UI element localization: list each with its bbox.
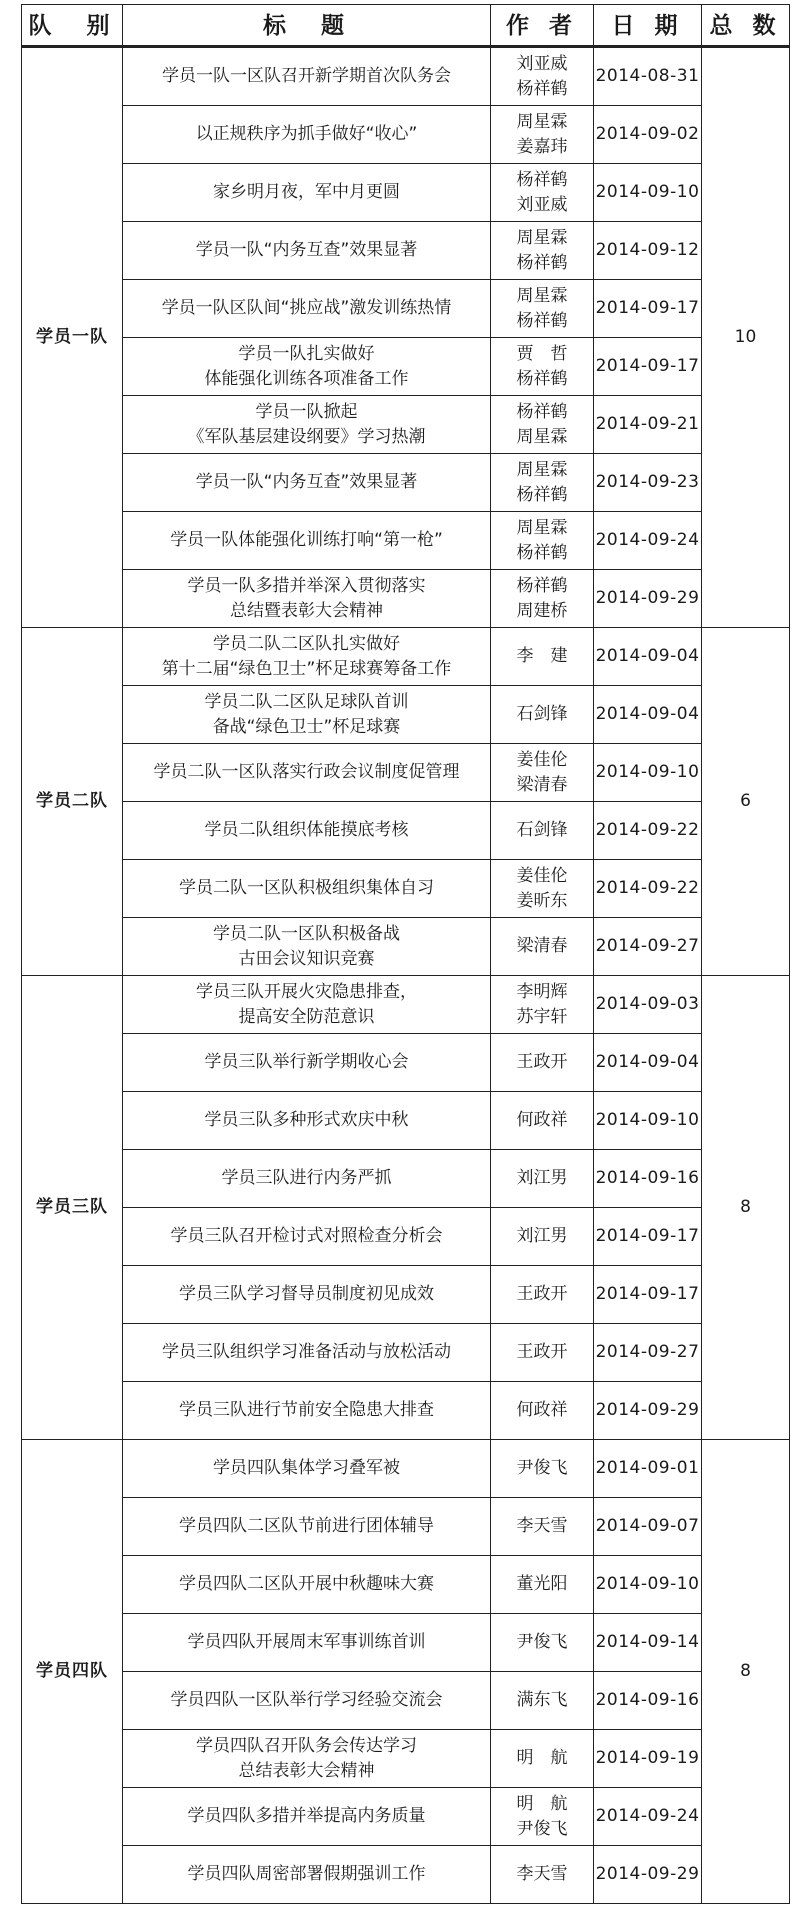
article-title-cell: 学员三队开展火灾隐患排查， 提高安全防范意识 (123, 976, 491, 1034)
team-total-cell: 10 (702, 47, 790, 628)
date-cell: 2014-09-14 (594, 1614, 702, 1672)
table-row (22, 744, 790, 802)
table-row (22, 976, 790, 1034)
date-cell: 2014-09-10 (594, 744, 702, 802)
article-title-cell: 学员三队进行内务严抓 (123, 1150, 491, 1208)
date-cell: 2014-09-22 (594, 802, 702, 860)
date-cell: 2014-09-01 (594, 1440, 702, 1498)
author-cell: 周星霖 杨祥鹤 (491, 454, 594, 512)
table-row (22, 1556, 790, 1614)
article-title-cell: 学员四队一区队举行学习经验交流会 (123, 1672, 491, 1730)
header-title: 标 题 (123, 5, 491, 47)
table-row (22, 222, 790, 280)
article-title-cell: 学员一队体能强化训练打响“第一枪” (123, 512, 491, 570)
article-title-cell: 学员一队扎实做好 体能强化训练各项准备工作 (123, 338, 491, 396)
author-cell: 明 航 (491, 1730, 594, 1788)
date-cell: 2014-09-03 (594, 976, 702, 1034)
article-title-cell: 学员四队二区队节前进行团体辅导 (123, 1498, 491, 1556)
article-title-cell: 学员四队多措并举提高内务质量 (123, 1788, 491, 1846)
table-row (22, 1266, 790, 1324)
article-title-cell: 家乡明月夜，军中月更圆 (123, 164, 491, 222)
author-cell: 杨祥鹤 周星霖 (491, 396, 594, 454)
table-row (22, 512, 790, 570)
date-cell: 2014-09-29 (594, 570, 702, 628)
author-cell: 明 航 尹俊飞 (491, 1788, 594, 1846)
author-cell: 刘江男 (491, 1150, 594, 1208)
author-cell: 刘江男 (491, 1208, 594, 1266)
author-cell: 董光阳 (491, 1556, 594, 1614)
table-row (22, 802, 790, 860)
date-cell: 2014-09-29 (594, 1382, 702, 1440)
date-cell: 2014-09-07 (594, 1498, 702, 1556)
author-cell: 刘亚威 杨祥鹤 (491, 47, 594, 106)
author-cell: 满东飞 (491, 1672, 594, 1730)
article-title-cell: 学员三队召开检讨式对照检查分析会 (123, 1208, 491, 1266)
table-row (22, 338, 790, 396)
table-row (22, 1324, 790, 1382)
date-cell: 2014-09-24 (594, 512, 702, 570)
article-title-cell: 学员四队周密部署假期强训工作 (123, 1846, 491, 1904)
table-row (22, 1672, 790, 1730)
date-cell: 2014-09-21 (594, 396, 702, 454)
article-title-cell: 学员一队区队间“挑应战”激发训练热情 (123, 280, 491, 338)
table-row (22, 918, 790, 976)
author-cell: 石剑锋 (491, 802, 594, 860)
article-title-cell: 学员一队“内务互查”效果显著 (123, 222, 491, 280)
author-cell: 梁清春 (491, 918, 594, 976)
date-cell: 2014-09-10 (594, 1092, 702, 1150)
article-title-cell: 学员二队二区队足球队首训 备战“绿色卫士”杯足球赛 (123, 686, 491, 744)
table-row (22, 1498, 790, 1556)
table-row (22, 164, 790, 222)
table-row (22, 1382, 790, 1440)
article-title-cell: 学员三队进行节前安全隐患大排查 (123, 1382, 491, 1440)
author-cell: 李 建 (491, 628, 594, 686)
date-cell: 2014-09-12 (594, 222, 702, 280)
date-cell: 2014-09-22 (594, 860, 702, 918)
author-cell: 尹俊飞 (491, 1614, 594, 1672)
header-team: 队 别 (22, 5, 123, 47)
article-title-cell: 学员四队二区队开展中秋趣味大赛 (123, 1556, 491, 1614)
date-cell: 2014-09-29 (594, 1846, 702, 1904)
article-title-cell: 学员二队组织体能摸底考核 (123, 802, 491, 860)
author-cell: 石剑锋 (491, 686, 594, 744)
author-cell: 尹俊飞 (491, 1440, 594, 1498)
article-title-cell: 学员二队一区队积极备战 古田会议知识竞赛 (123, 918, 491, 976)
date-cell: 2014-09-16 (594, 1672, 702, 1730)
header-date: 日 期 (594, 5, 702, 47)
date-cell: 2014-09-17 (594, 1266, 702, 1324)
table-row (22, 570, 790, 628)
article-title-cell: 学员一队多措并举深入贯彻落实 总结暨表彰大会精神 (123, 570, 491, 628)
author-cell: 李天雪 (491, 1846, 594, 1904)
header-row (22, 5, 790, 47)
date-cell: 2014-09-19 (594, 1730, 702, 1788)
header-author: 作 者 (491, 5, 594, 47)
article-title-cell: 学员二队一区队落实行政会议制度促管理 (123, 744, 491, 802)
author-cell: 王政开 (491, 1266, 594, 1324)
table-row (22, 396, 790, 454)
table-row (22, 454, 790, 512)
date-cell: 2014-09-27 (594, 918, 702, 976)
table-row (22, 1440, 790, 1498)
table-row (22, 628, 790, 686)
article-title-cell: 学员三队举行新学期收心会 (123, 1034, 491, 1092)
author-cell: 姜佳伦 姜昕东 (491, 860, 594, 918)
date-cell: 2014-09-24 (594, 1788, 702, 1846)
article-title-cell: 学员三队组织学习准备活动与放松活动 (123, 1324, 491, 1382)
author-cell: 王政开 (491, 1034, 594, 1092)
article-title-cell: 学员一队掀起 《军队基层建设纲要》学习热潮 (123, 396, 491, 454)
article-title-cell: 学员四队集体学习叠军被 (123, 1440, 491, 1498)
author-cell: 姜佳伦 梁清春 (491, 744, 594, 802)
table-row (22, 1614, 790, 1672)
table-row (22, 1092, 790, 1150)
author-cell: 周星霖 姜嘉玮 (491, 106, 594, 164)
team-total-cell: 8 (702, 976, 790, 1440)
table-body (22, 47, 790, 1904)
author-cell: 杨祥鹤 刘亚威 (491, 164, 594, 222)
table-row (22, 280, 790, 338)
team-name-cell: 学员四队 (22, 1440, 123, 1904)
table-row (22, 1034, 790, 1092)
article-title-cell: 学员三队学习督导员制度初见成效 (123, 1266, 491, 1324)
author-cell: 李天雪 (491, 1498, 594, 1556)
date-cell: 2014-09-04 (594, 686, 702, 744)
author-cell: 何政祥 (491, 1092, 594, 1150)
date-cell: 2014-09-27 (594, 1324, 702, 1382)
table-row (22, 860, 790, 918)
table-row (22, 1788, 790, 1846)
article-title-cell: 学员一队一区队召开新学期首次队务会 (123, 47, 491, 106)
author-cell: 贾 哲 杨祥鹤 (491, 338, 594, 396)
date-cell: 2014-09-16 (594, 1150, 702, 1208)
team-name-cell: 学员一队 (22, 47, 123, 628)
header-total: 总 数 (702, 5, 790, 47)
author-cell: 杨祥鹤 周建桥 (491, 570, 594, 628)
team-name-cell: 学员三队 (22, 976, 123, 1440)
article-title-cell: 以正规秩序为抓手做好“收心” (123, 106, 491, 164)
author-cell: 王政开 (491, 1324, 594, 1382)
article-statistics-table (21, 4, 790, 1904)
author-cell: 周星霖 杨祥鹤 (491, 512, 594, 570)
date-cell: 2014-09-10 (594, 164, 702, 222)
author-cell: 李明辉 苏宇轩 (491, 976, 594, 1034)
article-title-cell: 学员二队二区队扎实做好 第十二届“绿色卫士”杯足球赛筹备工作 (123, 628, 491, 686)
date-cell: 2014-09-17 (594, 338, 702, 396)
date-cell: 2014-09-23 (594, 454, 702, 512)
date-cell: 2014-09-04 (594, 1034, 702, 1092)
date-cell: 2014-09-10 (594, 1556, 702, 1614)
date-cell: 2014-08-31 (594, 47, 702, 106)
table-row (22, 106, 790, 164)
author-cell: 何政祥 (491, 1382, 594, 1440)
table-row (22, 1150, 790, 1208)
date-cell: 2014-09-04 (594, 628, 702, 686)
table-row (22, 1730, 790, 1788)
team-total-cell: 6 (702, 628, 790, 976)
table-row (22, 1846, 790, 1904)
article-title-cell: 学员一队“内务互查”效果显著 (123, 454, 491, 512)
author-cell: 周星霖 杨祥鹤 (491, 280, 594, 338)
table-row (22, 47, 790, 106)
team-total-cell: 8 (702, 1440, 790, 1904)
article-title-cell: 学员四队开展周末军事训练首训 (123, 1614, 491, 1672)
date-cell: 2014-09-17 (594, 280, 702, 338)
date-cell: 2014-09-17 (594, 1208, 702, 1266)
article-title-cell: 学员二队一区队积极组织集体自习 (123, 860, 491, 918)
article-title-cell: 学员四队召开队务会传达学习 总结表彰大会精神 (123, 1730, 491, 1788)
team-name-cell: 学员二队 (22, 628, 123, 976)
table-row (22, 686, 790, 744)
table-row (22, 1208, 790, 1266)
author-cell: 周星霖 杨祥鹤 (491, 222, 594, 280)
article-title-cell: 学员三队多种形式欢庆中秋 (123, 1092, 491, 1150)
date-cell: 2014-09-02 (594, 106, 702, 164)
